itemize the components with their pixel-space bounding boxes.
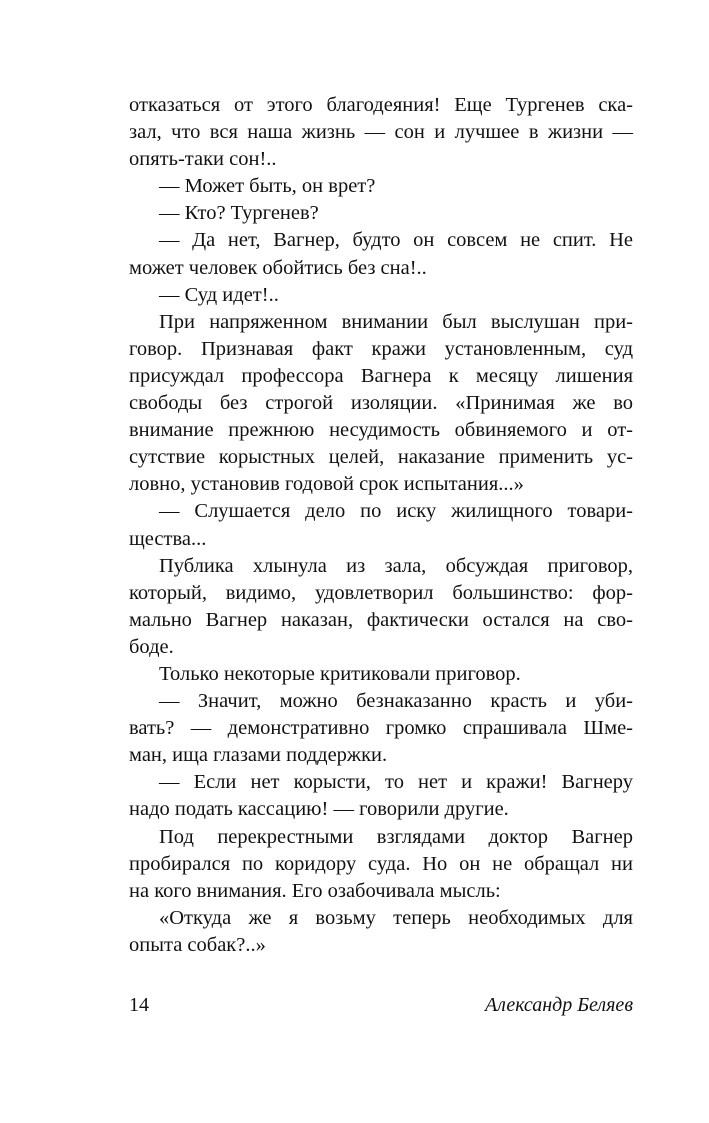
text-line: внимание прежнюю несудимость обвиняемого и от- bbox=[129, 419, 633, 442]
page-body-text bbox=[129, 92, 633, 959]
text-line: Только некоторые критиковали приговор. bbox=[159, 662, 521, 685]
text-line: Под перекрестными взглядами доктор Вагнер bbox=[159, 825, 633, 848]
text-line: «Откуда же я возьму теперь необходимых для bbox=[159, 906, 633, 929]
running-author: Александр Беляев bbox=[484, 994, 633, 1016]
text-line: опять-таки сон!.. bbox=[129, 148, 277, 171]
text-line: ловно, установив годовой срок испытания...» bbox=[129, 473, 524, 496]
text-line: зал, что вся наша жизнь — сон и лучшее в жизни — bbox=[129, 121, 633, 144]
text-line: — Суд идет!.. bbox=[159, 283, 279, 306]
text-line: вать? — демонстративно громко спрашивала Шме- bbox=[129, 717, 633, 740]
text-line: надо подать кассацию! — говорили другие. bbox=[129, 798, 509, 821]
text-line: опыта собак?..» bbox=[129, 933, 266, 956]
text-line: — Да нет, Вагнер, будто он совсем не спит. Не bbox=[159, 229, 633, 252]
text-line: пробирался по коридору суда. Но он не обращал ни bbox=[129, 852, 633, 875]
text-line: присуждал профессора Вагнера к месяцу лишения bbox=[129, 364, 633, 387]
text-line: на кого внимания. Его озабочивала мысль: bbox=[129, 879, 501, 902]
text-line: — Если нет корысти, то нет и кражи! Вагнеру bbox=[159, 771, 633, 794]
text-line: — Слушается дело по иску жилищного товари- bbox=[159, 500, 633, 523]
text-line: отказаться от этого благодеяния! Еще Тургенев ска- bbox=[129, 94, 633, 116]
text-line: — Значит, можно безнаказанно красть и уби- bbox=[159, 690, 633, 713]
page-footer bbox=[129, 994, 633, 1022]
text-line: мально Вагнер наказан, фактически остался на сво- bbox=[129, 608, 633, 631]
text-line: свободы без строгой изоляции. «Принимая же во bbox=[129, 392, 633, 415]
text-line: ман, ища глазами поддержки. bbox=[129, 744, 388, 767]
text-line: может человек обойтись без сна!.. bbox=[129, 256, 427, 279]
text-line: — Кто? Тургенев? bbox=[159, 202, 319, 225]
text-line: который, видимо, удовлетворил большинство: фор- bbox=[129, 581, 633, 604]
text-line: — Может быть, он врет? bbox=[159, 175, 376, 198]
text-line: сутствие корыстных целей, наказание применить ус- bbox=[129, 446, 633, 469]
text-line: боде. bbox=[129, 635, 174, 658]
text-line: говор. Признавая факт кражи установленным, суд bbox=[129, 337, 633, 360]
text-line: Публика хлынула из зала, обсуждая приговор, bbox=[159, 554, 633, 577]
text-line: щества... bbox=[129, 527, 207, 550]
text-line: При напряженном внимании был выслушан при- bbox=[159, 310, 633, 333]
page-number: 14 bbox=[129, 994, 149, 1016]
